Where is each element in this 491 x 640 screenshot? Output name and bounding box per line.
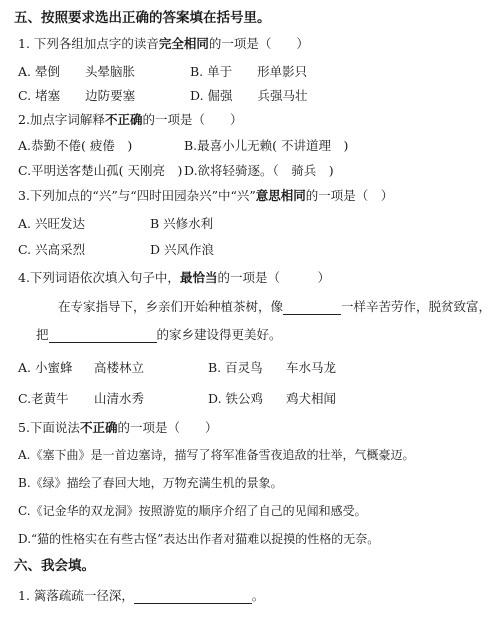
q3-option-b: B 兴修水利 xyxy=(150,216,214,231)
q4-option-a-word2: 高楼林立 xyxy=(94,360,145,375)
q5-option-c: C.《记金华的双龙洞》按照游览的顺序介绍了自己的见闻和感受。 xyxy=(18,504,367,518)
q4-option-b-word1: B. 百灵鸟 xyxy=(208,360,263,375)
q1-stem xyxy=(18,36,309,52)
q4-option-c-word2: 山清水秀 xyxy=(94,391,145,406)
q4-option-d-word1: D. 铁公鸡 xyxy=(208,391,264,406)
q2-option-c: C.平明送客楚山孤( 天刚亮 ) xyxy=(18,163,183,178)
fill1-line xyxy=(18,588,264,604)
q4-stem-c: 的一项是（ ） xyxy=(217,270,330,285)
q4-option-c-word1: C.老黄牛 xyxy=(18,391,69,406)
q3-option-a: A. 兴旺发达 xyxy=(18,216,85,231)
q2-stem xyxy=(18,112,242,128)
q1-option-a: A. 晕倒 头晕脑胀 xyxy=(18,64,135,79)
q4-stem-a: 4.下列词语依次填入句子中， xyxy=(18,270,180,285)
section5-title: 五、按照要求选出正确的答案填在括号里。 xyxy=(14,10,271,26)
fill1-text-a: 1. 篱落疏疏一径深， xyxy=(18,588,134,603)
q2-option-b: B.最喜小儿无赖( 不讲道理 ) xyxy=(184,138,349,153)
q2-stem-b: 不正确 xyxy=(104,112,143,127)
q2-option-a: A.恭勤不倦( 疲倦 ) xyxy=(18,138,133,153)
q5-stem-a: 5.下面说法 xyxy=(18,420,80,435)
q4-sentence-c: 把 xyxy=(36,327,49,342)
q3-option-c: C. 兴高采烈 xyxy=(18,242,86,257)
q3-option-d: D 兴风作浪 xyxy=(150,242,214,257)
q4-stem-b: 最恰当 xyxy=(179,270,218,285)
q4-option-d-word2: 鸡犬相闻 xyxy=(286,391,337,406)
q4-sentence-a: 在专家指导下，乡亲们开始种植茶树，像 xyxy=(58,299,284,314)
fill1-text-b: 。 xyxy=(251,588,265,603)
fill1-blank[interactable] xyxy=(134,591,252,604)
q4-option-b-word2: 车水马龙 xyxy=(286,360,337,375)
q2-stem-a: 2.加点字词解释 xyxy=(18,112,105,127)
q5-option-b: B.《绿》描绘了春回大地，万物充满生机的景象。 xyxy=(18,476,283,490)
q3-stem-c: 的一项是（ ） xyxy=(305,188,394,203)
q4-sentence-line1 xyxy=(58,299,491,315)
q1-stem-b: 完全相同 xyxy=(158,36,209,51)
q5-stem xyxy=(18,420,217,436)
section6-title: 六、我会填。 xyxy=(14,558,95,574)
q1-stem-a: 1. 下列各组加点字的读音 xyxy=(18,36,159,51)
q5-stem-b: 不正确 xyxy=(79,420,118,435)
q4-sentence-line2 xyxy=(36,327,282,343)
q4-option-a-word1: A. 小蜜蜂 xyxy=(18,360,73,375)
q4-blank-1[interactable] xyxy=(283,302,341,315)
q4-sentence-d: 的家乡建设得更美好。 xyxy=(156,327,282,342)
q4-blank-2[interactable] xyxy=(49,330,157,343)
q4-stem xyxy=(18,270,330,286)
q4-sentence-b: 一样辛苦劳作，脱贫致富， xyxy=(341,299,491,314)
q5-option-d: D.“猫的性格实在有些古怪”表达出作者对猫难以捉摸的性格的无奈。 xyxy=(18,532,380,546)
q3-stem xyxy=(18,188,393,204)
q2-stem-c: 的一项是（ ） xyxy=(142,112,243,127)
q3-stem-a: 3.下列加点的“兴”与“四时田园杂兴”中“兴” xyxy=(18,188,256,203)
q3-stem-b: 意思相同 xyxy=(255,188,306,203)
q1-option-d: D. 倔强 兵强马壮 xyxy=(190,88,308,103)
q2-option-d: D.欲将轻骑逐。（ 骑兵 ) xyxy=(184,163,334,178)
q5-stem-c: 的一项是（ ） xyxy=(117,420,218,435)
q1-option-c: C. 堵塞 边防要塞 xyxy=(18,88,136,103)
q1-stem-c: 的一项是（ ） xyxy=(208,36,309,51)
q1-option-b: B. 单于 形单影只 xyxy=(190,64,308,79)
q5-option-a: A.《塞下曲》是一首边塞诗，描写了将军准备雪夜追敌的壮举，气概豪迈。 xyxy=(18,448,415,462)
